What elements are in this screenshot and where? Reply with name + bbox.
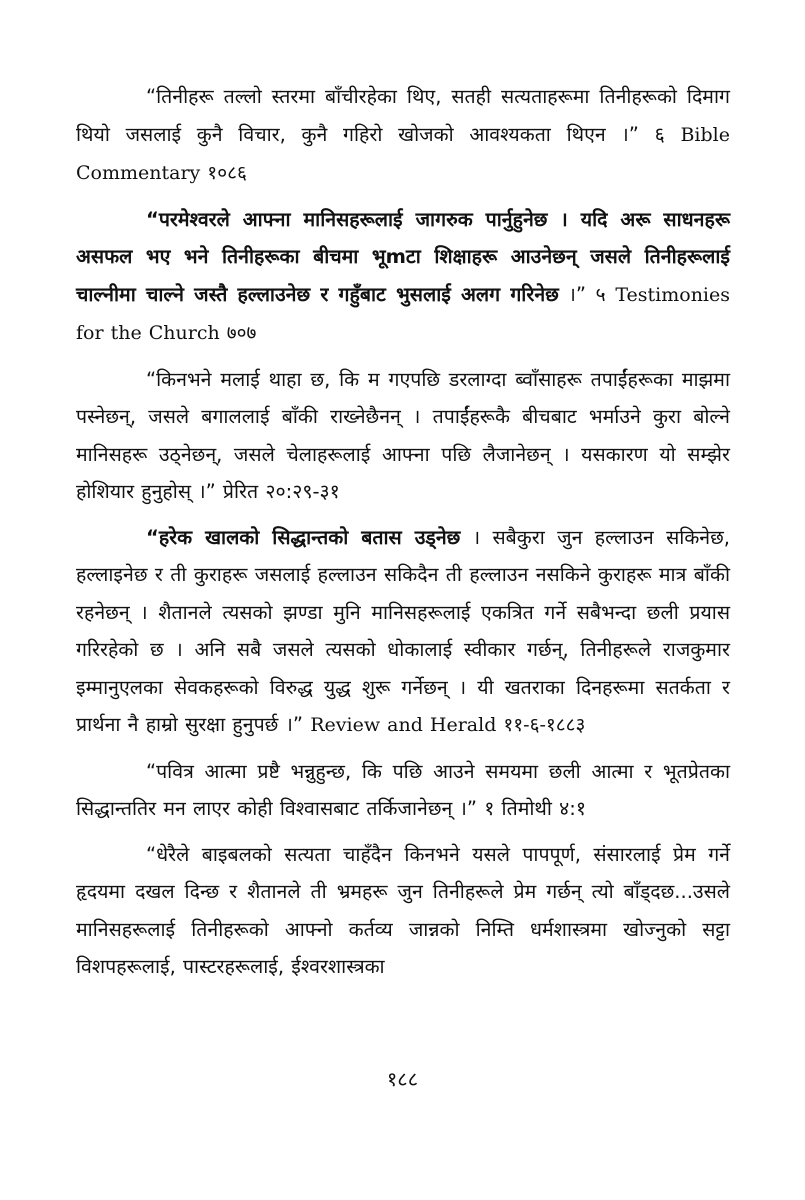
quote-paragraph-5 [76, 753, 730, 828]
quote-bold-text: “परमेश्वरले आफ्ना मानिसहरूलाई जागरुक पार्नुहुनेछ । यदि अरू साधनहरू असफल भए भने तिनीहरूका बीचमा भूmटा शिक्षाहरू आउनेछन् जसले तिनीहरूलाई चाल्नीमा चाल्ने जस्तै हल्लाउनेछ र गहुँबाट भुसलाई अलग गरिनेछ [76, 207, 730, 306]
quote-source: Testimonies for the Church ७०७ [76, 283, 730, 344]
quote-source: Review and Herald ११-६-१८८३ [310, 714, 586, 736]
quote-paragraph-4 [76, 519, 730, 745]
quote-text: “धेरैले बाइबलको सत्यता चाहँदैन किनभने यसले पापपूर्ण, संसारलाई प्रेम गर्ने हृदयमा दखल दिन्छ र शैतानले ती भ्रमहरू जुन तिनीहरूले प्रेम गर्छन् त्यो बाँड्दछ...उसले मानिसहरूलाई तिनीहरूको आफ्नो कर्तव्य जान्नको निम्ति धर्मशास्त्रमा खोज्नुको सट्टा विशपहरूलाई, पास्टरहरूलाई, ईश्वरशास्त्रका [76, 842, 730, 978]
quote-bold-text: “हरेक खालको सिद्धान्तको बतास उड्नेछ [146, 525, 461, 549]
quote-text: “किनभने मलाई थाहा छ, कि म गएपछि डरलाग्दा ब्वाँसाहरू तपाईंहरूका माझमा पस्नेछन्, जसले बगाललाई बाँकी राख्नेछैनन् । तपाईंहरूकै बीचबाट भर्माउने कुरा बोल्ने मानिसहरू उठ्नेछन्, जसले चेलाहरूलाई आफ्ना पछि लैजानेछन् । यसकारण यो सम्झेर होशियार हुनुहोस् ।” प्रेरित २०:२९-३१ [76, 367, 730, 503]
quote-paragraph-6 [76, 836, 730, 986]
quote-text: । सबैकुरा जुन हल्लाउन सकिनेछ, हल्लाइनेछ र ती कुराहरू जसलाई हल्लाउन सकिदैन ती हल्लाउन नसकिने कुराहरू मात्र बाँकी रहनेछन् । शैतानले त्यसको झण्डा मुनि मानिसहरूलाई एकत्रित गर्ने सबैभन्दा छली प्रयास गरिरहेको छ । अनि सबै जसले त्यसको धोकालाई स्वीकार गर्छन्, तिनीहरूले राजकुमार इम्मानुएलका सेवकहरूको विरुद्ध युद्ध शुरू गर्नेछन् । यी खतराका दिनहरूमा सतर्कता र प्रार्थना नै हाम्रो सुरक्षा हुनुपर्छ ।” [76, 525, 730, 736]
quote-paragraph-2 [76, 201, 730, 353]
page-body [76, 78, 730, 994]
quote-text: “पवित्र आत्मा प्रष्टै भन्नुहुन्छ, कि पछि आउने समयमा छली आत्मा र भूतप्रेतका सिद्धान्ततिर मन लाएर कोही विश्वासबाट तर्किजानेछन् ।” १ तिमोथी ४:१ [76, 759, 730, 820]
quote-paragraph-1 [76, 78, 730, 193]
quote-text: “तिनीहरू तल्लो स्तरमा बाँचीरहेका थिए, सतही सत्यताहरूमा तिनीहरूको दिमाग थियो जसलाई कुनै विचार, कुनै गहिरो खोजको आवश्यकता थिएन ।” ६ [76, 85, 730, 146]
quote-paragraph-3 [76, 361, 730, 511]
quote-source: Bible Commentary १०८६ [76, 123, 730, 184]
quote-text: ।” ५ [568, 282, 606, 306]
page-number: १८८ [386, 1067, 419, 1091]
